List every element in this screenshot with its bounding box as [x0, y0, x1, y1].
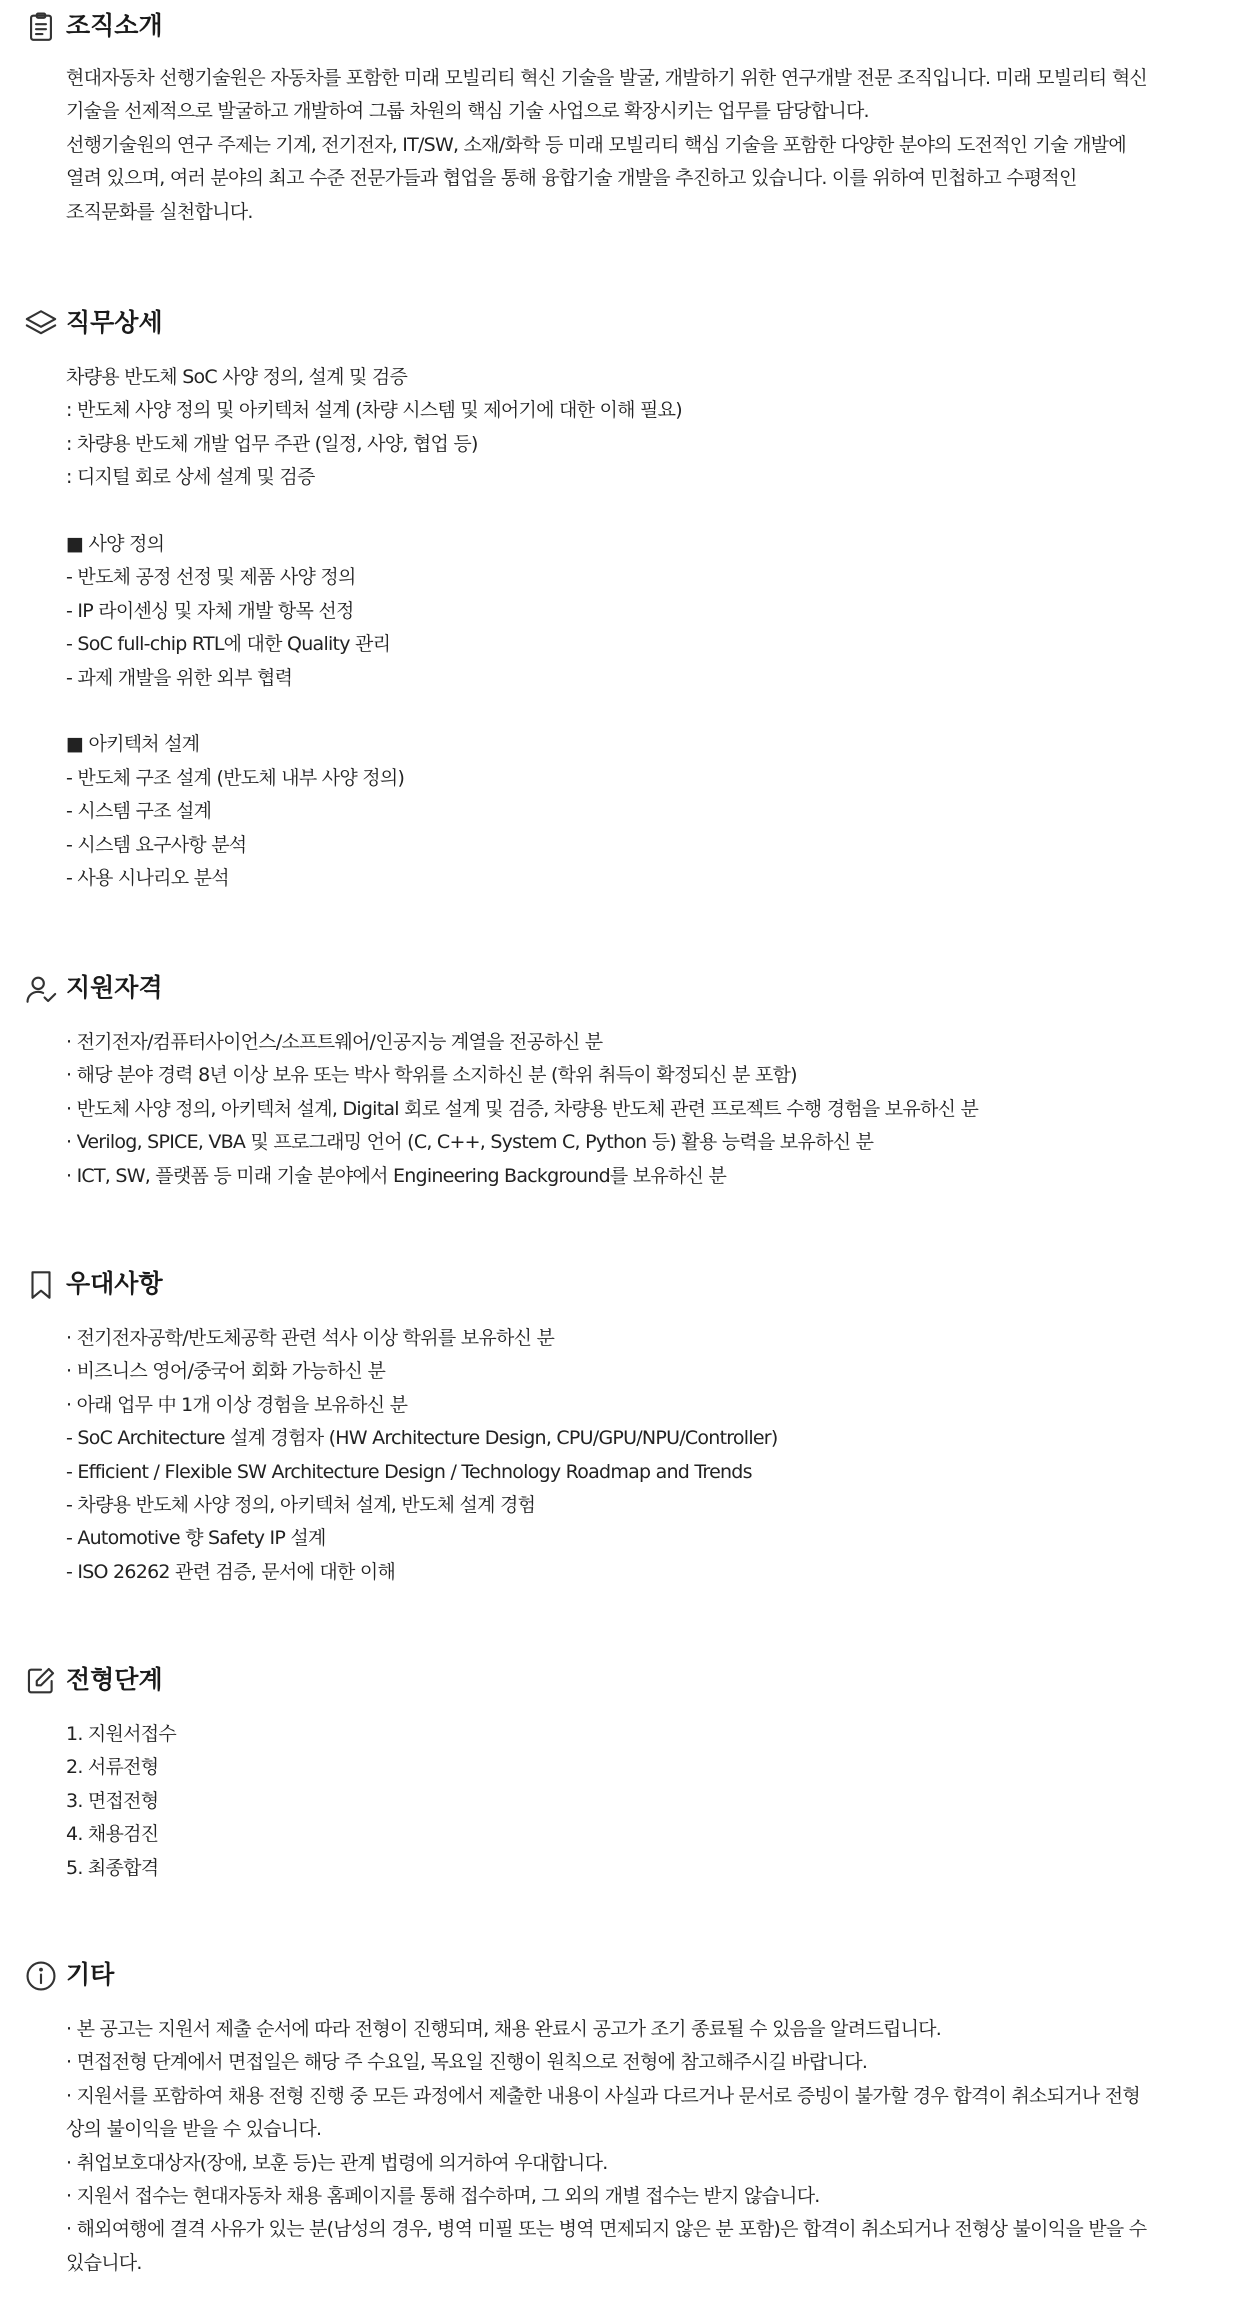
section-qualifications-body — [66, 1026, 1206, 1193]
section-etc-body — [66, 2013, 1206, 2280]
section-duties-header — [0, 307, 1238, 347]
duties-line: - 반도체 공정 선정 및 제품 사양 정의 — [66, 566, 356, 589]
etc-item: · 본 공고는 지원서 제출 순서에 따라 전형이 진행되며, 채용 완료시 공고가 조기 종료될 수 있음을 알려드립니다. — [66, 2018, 942, 2040]
preferred-item: · 아래 업무 中 1개 이상 경험을 보유하신 분 — [66, 1393, 408, 1416]
preferred-item: - 차량용 반도체 사양 정의, 아키텍처 설계, 반도체 설계 경험 — [66, 1494, 536, 1517]
duties-line: - 시스템 구조 설계 — [66, 800, 212, 823]
edit-icon — [24, 1664, 58, 1698]
duties-line: 차량용 반도체 SoC 사양 정의, 설계 및 검증 — [66, 366, 408, 388]
preferred-item: - SoC Architecture 설계 경험자 (HW Architecture Design, CPU/GPU/NPU/Controller) — [66, 1427, 778, 1450]
section-qualifications-header — [0, 972, 1238, 1012]
intro-line: 선행기술원의 연구 주제는 기계, 전기전자, IT/SW, 소재/화학 등 미래 모빌리티 핵심 기술을 포함한 다양한 분야의 도전적인 기술 개발에 — [66, 133, 1126, 156]
person-check-icon — [24, 972, 58, 1006]
preferred-item: · 비즈니스 영어/중국어 회화 가능하신 분 — [66, 1360, 386, 1383]
section-process-title: 전형단계 — [66, 1665, 163, 1694]
section-etc-title: 기타 — [66, 1960, 115, 1989]
duties-line: : 디지털 회로 상세 설계 및 검증 — [66, 466, 315, 489]
section-duties-title: 직무상세 — [66, 308, 163, 337]
preferred-item: - Automotive 향 Safety IP 설계 — [66, 1527, 326, 1550]
duties-line: - 과제 개발을 위한 외부 협력 — [66, 666, 293, 689]
spacer — [66, 695, 1206, 728]
etc-item: 있습니다. — [66, 2251, 142, 2274]
section-etc — [0, 1959, 1238, 2274]
section-etc-header — [0, 1959, 1238, 1999]
section-qualifications — [0, 972, 1238, 1187]
info-icon — [24, 1959, 58, 1993]
spacer — [66, 495, 1206, 528]
section-qualifications-title: 지원자격 — [66, 973, 163, 1002]
etc-item: · 해외여행에 결격 사유가 있는 분(남성의 경우, 병역 미필 또는 병역 면제되지 않은 분 포함)은 합격이 취소되거나 전형상 불이익을 받을 수 — [66, 2218, 1147, 2241]
intro-line: 열려 있으며, 여러 분야의 최고 수준 전문가들과 협업을 통해 융합기술 개발을 추진하고 있습니다. 이를 위하여 민첩하고 수평적인 — [66, 167, 1077, 190]
etc-item: · 지원서 접수는 현대자동차 채용 홈페이지를 통해 접수하며, 그 외의 개별 접수는 받지 않습니다. — [66, 2185, 820, 2208]
duties-line: : 차량용 반도체 개발 업무 주관 (일정, 사양, 협업 등) — [66, 432, 478, 455]
section-preferred — [0, 1268, 1238, 1583]
process-step: 4. 채용검진 — [66, 1823, 159, 1846]
qualification-item: · Verilog, SPICE, VBA 및 프로그래밍 언어 (C, C++, System C, Python 등) 활용 능력을 보유하신 분 — [66, 1131, 874, 1154]
section-process-header — [0, 1664, 1238, 1704]
section-intro-body — [66, 62, 1206, 229]
process-step: 5. 최종합격 — [66, 1856, 159, 1879]
bookmark-icon — [24, 1268, 58, 1302]
preferred-item: · 전기전자공학/반도체공학 관련 석사 이상 학위를 보유하신 분 — [66, 1327, 555, 1349]
etc-item: · 지원서를 포함하여 채용 전형 진행 중 모든 과정에서 제출한 내용이 사실과 다르거나 문서로 증빙이 불가할 경우 합격이 취소되거나 전형 — [66, 2084, 1141, 2107]
clipboard-icon — [24, 10, 58, 44]
duties-line: - 시스템 요구사항 분석 — [66, 833, 247, 856]
etc-item: 상의 불이익을 받을 수 있습니다. — [66, 2118, 322, 2141]
layers-icon — [24, 307, 58, 341]
qualification-item: · 반도체 사양 정의, 아키텍처 설계, Digital 회로 설계 및 검증, 차량용 반도체 관련 프로젝트 수행 경험을 보유하신 분 — [66, 1097, 979, 1120]
qualification-item: · ICT, SW, 플랫폼 등 미래 기술 분야에서 Engineering Background를 보유하신 분 — [66, 1164, 727, 1187]
duties-line: - IP 라이센싱 및 자체 개발 항목 선정 — [66, 599, 354, 622]
duties-line: - 사용 시나리오 분석 — [66, 867, 229, 890]
duties-line: - 반도체 구조 설계 (반도체 내부 사양 정의) — [66, 766, 405, 789]
qualification-item: · 전기전자/컴퓨터사이언스/소프트웨어/인공지능 계열을 전공하신 분 — [66, 1031, 603, 1053]
duties-subheading: ■ 아키텍처 설계 — [66, 733, 200, 756]
section-process-body — [66, 1718, 1206, 1885]
section-preferred-header — [0, 1268, 1238, 1308]
qualification-item: · 해당 분야 경력 8년 이상 보유 또는 박사 학위를 소지하신 분 (학위 취득이 확정되신 분 포함) — [66, 1064, 797, 1087]
section-preferred-body — [66, 1322, 1206, 1589]
section-process — [0, 1664, 1238, 1879]
intro-line: 현대자동차 선행기술원은 자동차를 포함한 미래 모빌리티 혁신 기술을 발굴, 개발하기 위한 연구개발 전문 조직입니다. 미래 모빌리티 혁신 — [66, 67, 1148, 89]
intro-line: 기술을 선제적으로 발굴하고 개발하여 그룹 차원의 핵심 기술 사업으로 확장시키는 업무를 담당합니다. — [66, 100, 869, 123]
etc-item: · 면접전형 단계에서 면접일은 해당 주 수요일, 목요일 진행이 원칙으로 전형에 참고해주시길 바랍니다. — [66, 2051, 868, 2074]
etc-item: · 취업보호대상자(장애, 보훈 등)는 관계 법령에 의거하여 우대합니다. — [66, 2151, 608, 2174]
section-duties-body — [66, 361, 1206, 895]
preferred-item: - Efficient / Flexible SW Architecture Design / Technology Roadmap and Trends — [66, 1460, 752, 1483]
duties-line: : 반도체 사양 정의 및 아키텍처 설계 (차량 시스템 및 제어기에 대한 이해 필요) — [66, 399, 682, 422]
process-step: 2. 서류전형 — [66, 1756, 159, 1779]
duties-subheading: ■ 사양 정의 — [66, 533, 165, 556]
section-intro-title: 조직소개 — [66, 11, 163, 40]
section-intro — [0, 10, 1238, 223]
section-preferred-title: 우대사항 — [66, 1269, 163, 1298]
section-intro-header — [0, 10, 1238, 50]
preferred-item: - ISO 26262 관련 검증, 문서에 대한 이해 — [66, 1560, 396, 1583]
intro-line: 조직문화를 실천합니다. — [66, 200, 253, 223]
section-duties — [0, 307, 1238, 890]
process-step: 1. 지원서접수 — [66, 1723, 176, 1745]
process-step: 3. 면접전형 — [66, 1789, 159, 1812]
duties-line: - SoC full-chip RTL에 대한 Quality 관리 — [66, 633, 391, 656]
